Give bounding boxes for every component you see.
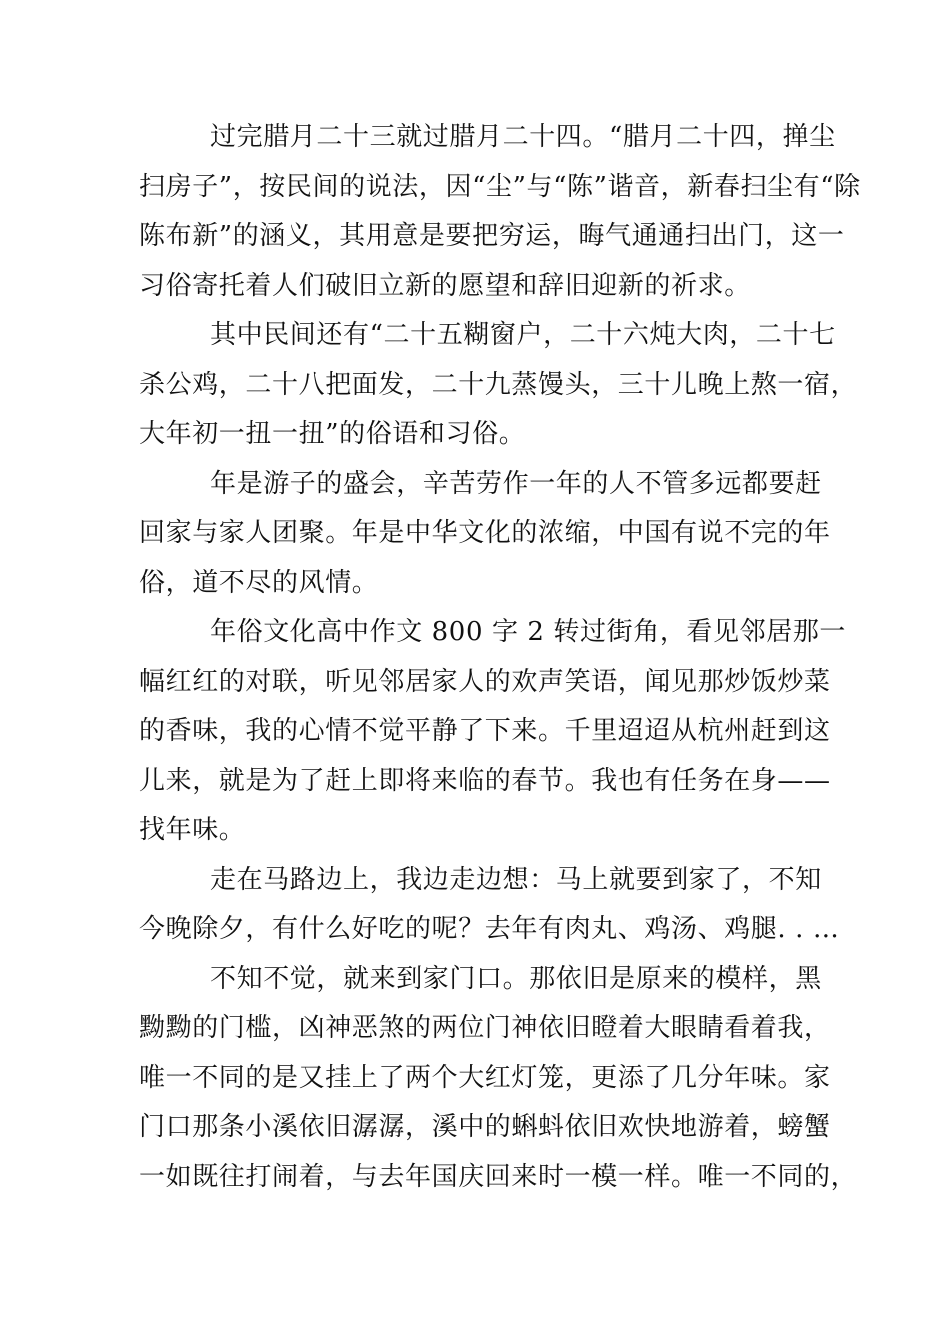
- paragraph: [139, 311, 858, 460]
- paragraph-line: 的香味，我的心情不觉平静了下来。千里迢迢从杭州赶到这: [139, 716, 831, 746]
- paragraph: [139, 460, 829, 609]
- paragraph-line: 年是游子的盛会，辛苦劳作一年的人不管多远都要赶: [210, 468, 822, 499]
- paragraph: [139, 113, 861, 311]
- paragraph-line: 黝黝的门槛，凶神恶煞的两位门神依旧瞪着大眼睛看着我，: [139, 1013, 831, 1043]
- paragraph-line: 俗，道不尽的风情。: [139, 567, 379, 598]
- paragraph-line: 一如既往打闹着，与去年国庆回来时一模一样。唯一不同的，: [139, 1161, 858, 1192]
- document-body: [139, 113, 861, 1202]
- paragraph-line: 儿来，就是为了赶上即将来临的春节。我也有任务在身——: [139, 765, 831, 796]
- paragraph-line: 年俗文化高中作文 800 字 2 转过街角，看见邻居那一: [210, 617, 847, 647]
- paragraph-line: 习俗寄托着人们破旧立新的愿望和辞旧迎新的祈求。: [139, 270, 751, 301]
- paragraph-line: 过完腊月二十三就过腊月二十四。“腊月二十四，掸尘: [210, 122, 836, 152]
- paragraph-line: 大年初一扭一扭”的俗语和习俗。: [139, 419, 526, 449]
- paragraph-line: 门口那条小溪依旧潺潺，溪中的蝌蚪依旧欢快地游着，螃蟹: [139, 1112, 831, 1142]
- paragraph: [139, 608, 847, 856]
- paragraph-line: 唯一不同的是又挂上了两个大红灯笼，更添了几分年味。家: [139, 1062, 831, 1093]
- paragraph-line: 其中民间还有“二十五糊窗户，二十六炖大肉，二十七: [210, 320, 836, 350]
- paragraph-line: 今晚除夕，有什么好吃的呢？去年有肉丸、鸡汤、鸡腿. . …: [139, 914, 840, 944]
- paragraph-line: 幅红红的对联，听见邻居家人的欢声笑语，闻见那炒饭炒菜: [139, 666, 831, 697]
- paragraph-line: 回家与家人团聚。年是中华文化的浓缩，中国有说不完的年: [139, 518, 831, 548]
- paragraph-line: 不知不觉，就来到家门口。那依旧是原来的模样，黑: [210, 963, 822, 994]
- paragraph: [139, 955, 858, 1203]
- paragraph-line: 走在马路边上，我边走边想：马上就要到家了，不知: [210, 864, 822, 895]
- paragraph-line: 陈布新”的涵义，其用意是要把穷运，晦气通通扫出门，这一: [139, 221, 845, 251]
- paragraph-line: 杀公鸡，二十八把面发，二十九蒸馒头，三十儿晚上熬一宿，: [139, 369, 858, 400]
- paragraph-line: 扫房子”，按民间的说法，因“尘”与“陈”谐音，新春扫尘有“除: [139, 171, 861, 202]
- paragraph: [139, 856, 840, 955]
- paragraph-line: 找年味。: [139, 815, 246, 845]
